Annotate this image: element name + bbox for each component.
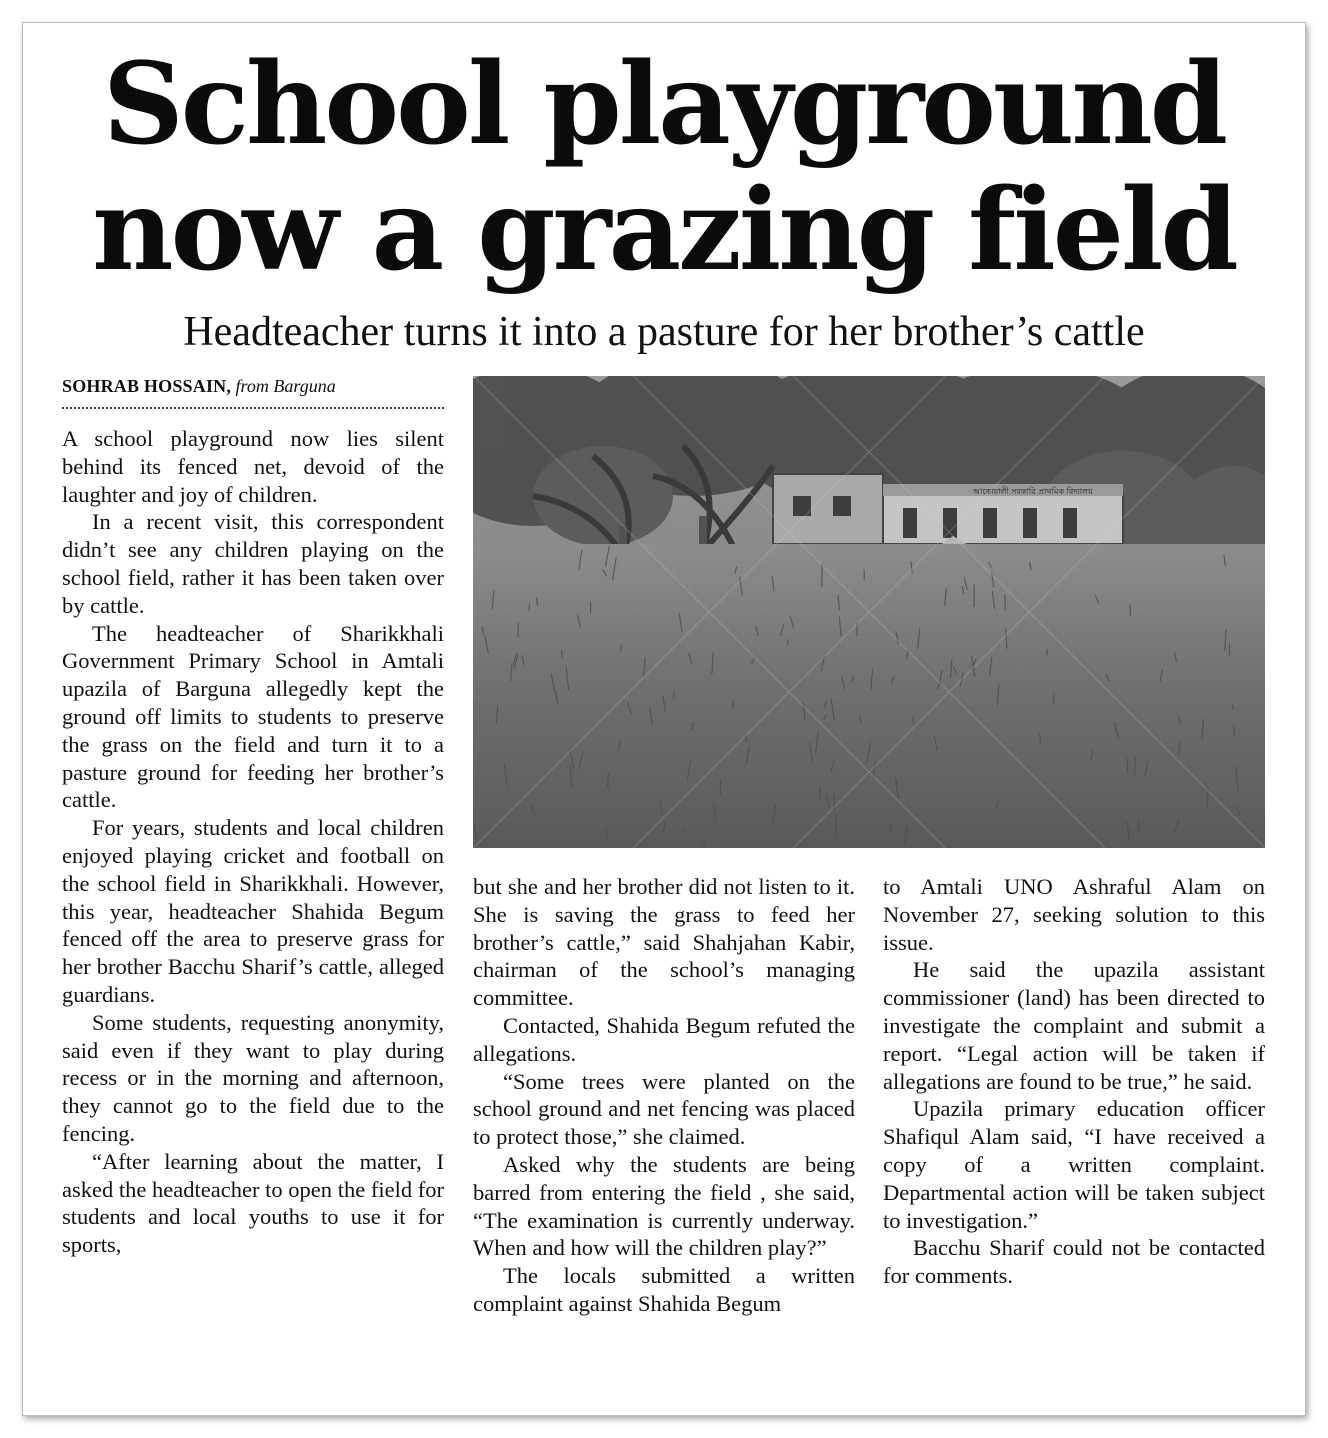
paragraph: but she and her brother did not listen to it. She is saving the grass to feed her brother’s cattle,” said Shahjahan Kabir, chairman of the school’s managing committee. bbox=[473, 874, 855, 1011]
subheadline: Headteacher turns it into a pasture for her brother’s cattle bbox=[183, 309, 1145, 355]
paragraph: Asked why the students are being barred from entering the field , she said, “The examination is currently underway. When and how will the children play?” bbox=[473, 1151, 855, 1261]
grass-blade bbox=[835, 815, 836, 837]
paragraph: A school playground now lies silent behind its fenced net, devoid of the laughter and joy of children. bbox=[62, 426, 444, 507]
grass-blade bbox=[608, 773, 609, 789]
paragraph: In a recent visit, this correspondent didn’t see any children playing on the school field, rather it has been taken over by cattle. bbox=[62, 509, 444, 618]
grass-blade bbox=[733, 701, 734, 708]
paragraph: The headteacher of Sharikkhali Government Primary School in Amtali upazila of Barguna allegedly kept the ground off limits to students to preserve the grass on the field and turn it to a pasture ground for feeding her brother’s cattle. bbox=[62, 620, 444, 813]
grass-blade bbox=[529, 604, 530, 612]
byline bbox=[62, 374, 444, 398]
grass-blade bbox=[1130, 604, 1131, 616]
grass-blade bbox=[714, 803, 715, 820]
byline-location: from Barguna bbox=[235, 376, 336, 396]
article-column-2 bbox=[473, 873, 855, 1318]
article-photo bbox=[473, 376, 1265, 848]
grass-blade bbox=[562, 650, 563, 658]
paragraph: “After learning about the matter, I asked the headteacher to open the field for students and local youths to use it for sports, bbox=[62, 1148, 444, 1258]
headline-line-1: School playground bbox=[102, 39, 1226, 170]
paragraph: “Some trees were planted on the school ground and net fencing was placed to protect those,” she claimed. bbox=[473, 1068, 855, 1150]
byline-divider bbox=[62, 407, 444, 409]
paragraph: to Amtali UNO Ashraful Alam on November 27, seeking solution to this issue. bbox=[883, 874, 1265, 955]
paragraph: Some students, requesting anonymity, said even if they want to play during recess or in the morning and afternoon, they cannot go to the field due to the fencing. bbox=[62, 1009, 444, 1146]
headline-line-2: now a grazing field bbox=[92, 165, 1236, 296]
paragraph: He said the upazila assistant commissioner (land) has been directed to investigate the complaint and submit a report. “Legal action will be taken if allegations are found to be true,” he said. bbox=[883, 957, 1265, 1094]
school-sign: আকোয়ালী সরকারি প্রাথমিক বিদ্যালয় bbox=[973, 487, 1093, 496]
paragraph: The locals submitted a written complaint against Shahida Begum bbox=[473, 1263, 855, 1316]
paragraph: For years, students and local children enjoyed playing cricket and football on the school field in Sharikkhali. However, this year, headteacher Shahida Begum fenced off the area to preserve grass for her brother Bacchu Sharif’s cattle, alleged guardians. bbox=[62, 815, 444, 1007]
article-column-1 bbox=[62, 425, 444, 1259]
grass-blade bbox=[621, 645, 622, 652]
paragraph: Contacted, Shahida Begum refuted the allegations. bbox=[473, 1012, 855, 1066]
paragraph: Bacchu Sharif could not be contacted for comments. bbox=[883, 1235, 1265, 1289]
grass-blade bbox=[1135, 757, 1136, 775]
article-column-3 bbox=[883, 873, 1265, 1290]
byline-author: SOHRAB HOSSAIN, bbox=[62, 376, 232, 396]
paragraph: Upazila primary education officer Shafiqul Alam said, “I have received a copy of a written complaint. Departmental action will be taken subject to investigation.” bbox=[883, 1096, 1265, 1233]
school-field-photo bbox=[473, 376, 1265, 848]
